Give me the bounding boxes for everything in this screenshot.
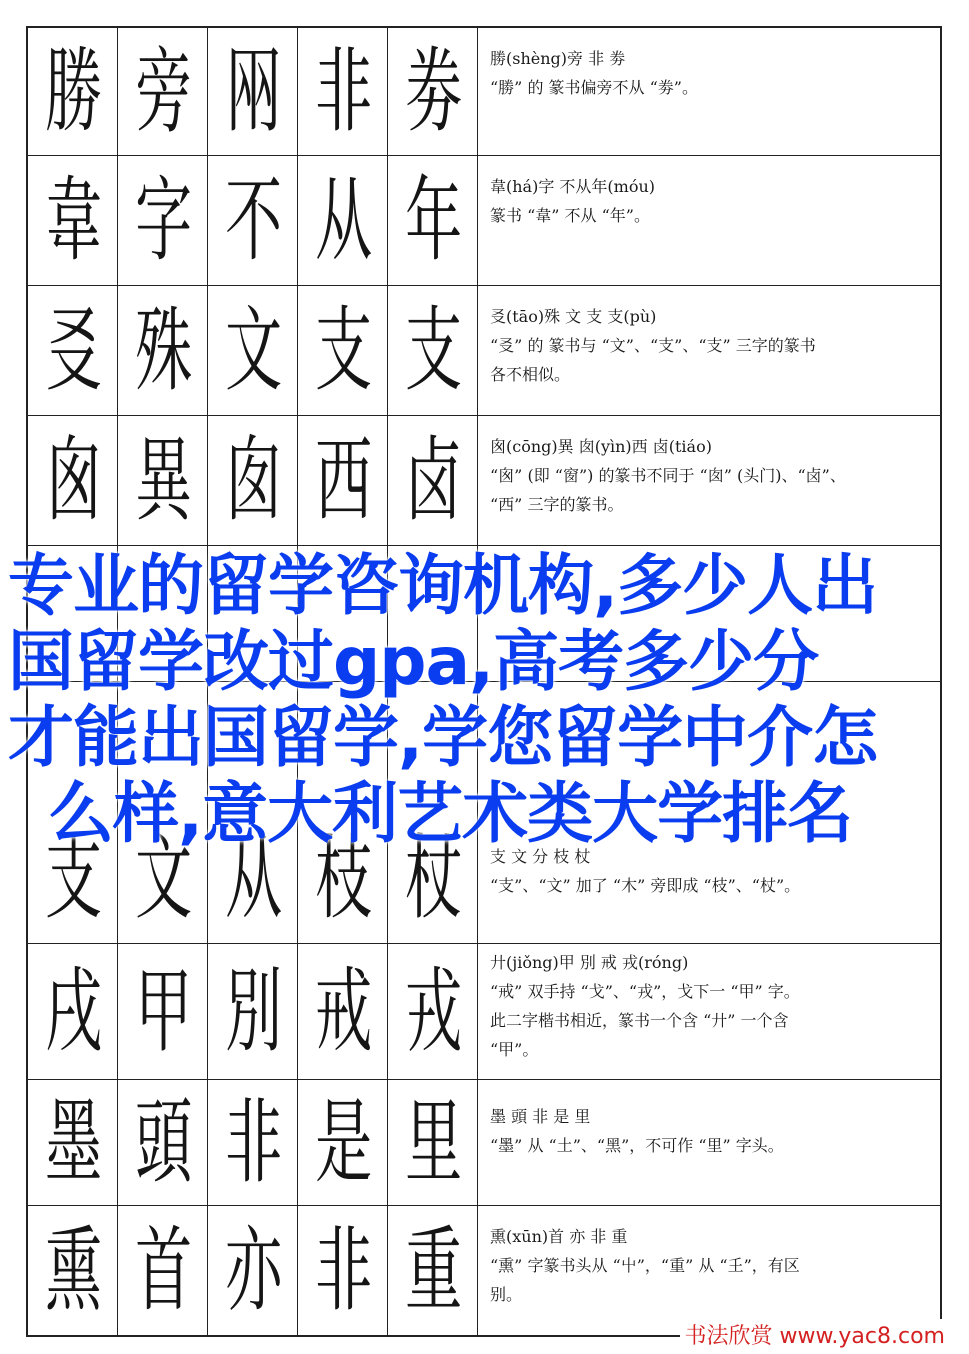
table-row <box>28 944 940 1080</box>
glyph-cell: 㕛 <box>28 286 118 415</box>
row-note: 熏(xūn)首 亦 非 重 “熏” 字篆书头从 “屮”，“重” 从 “𡈼”，有区 别。 <box>490 1227 800 1304</box>
glyph-cell: 囪 <box>28 416 118 545</box>
row-note: 墨 頭 非 是 里 “墨” 从 “土”、“黑”，不可作 “里” 字头。 <box>490 1107 784 1155</box>
headline-line: 么样,意大利艺术类大学排名 <box>48 775 853 852</box>
glyph-cell: 支 <box>298 286 388 415</box>
glyph-cell: 是 <box>298 1080 388 1205</box>
glyph-cell: 㒳 <box>208 28 298 155</box>
table-row <box>28 28 940 156</box>
glyph-cell: 囱 <box>208 416 298 545</box>
headline-line: 才能出国留学,学您留学中介怎 <box>8 699 878 776</box>
glyph-cell: 非 <box>298 28 388 155</box>
glyph-cell: 卤 <box>388 416 478 545</box>
glyph-cell: 別 <box>208 944 298 1079</box>
row-note: 支 文 分 枝 杖 “支”、“文” 加了 “木” 旁即成 “枝”、“杖”。 <box>490 847 801 895</box>
glyph-cell: 劵 <box>388 28 478 155</box>
glyph-cell: 支 <box>388 286 478 415</box>
glyph-cell: 戒 <box>298 944 388 1079</box>
glyph-cell: 字 <box>118 156 208 285</box>
glyph-cell: 頭 <box>118 1080 208 1205</box>
row-note: 勝(shèng)旁 非 劵 “勝” 的 篆书偏旁不从 “劵”。 <box>490 49 698 97</box>
glyph-cell: 甲 <box>118 944 208 1079</box>
table-row <box>28 416 940 546</box>
glyph-cell: 墨 <box>28 1080 118 1205</box>
table-row <box>28 286 940 416</box>
glyph-cell: 韋 <box>28 156 118 285</box>
headline-line: 专业的留学咨询机构,多少人出 <box>8 547 878 624</box>
table-row <box>28 156 940 286</box>
glyph-cell: 不 <box>208 156 298 285</box>
glyph-cell: 支 <box>28 682 118 943</box>
glyph-cell: 重 <box>388 1206 478 1335</box>
glyph-cell: 殊 <box>118 286 208 415</box>
glyph-cell: 枝 <box>298 682 388 943</box>
row-note: 韋(há)字 不从年(móu) 篆书 “韋” 不从 “年”。 <box>490 177 656 225</box>
glyph-cell: 从 <box>298 156 388 285</box>
glyph-cell: 旁 <box>118 28 208 155</box>
glyph-cell: 杖 <box>388 682 478 943</box>
glyph-cell: 非 <box>298 1206 388 1335</box>
row-note: 㕛(tāo)殊 文 支 支(pù) “㕛” 的 篆书与 “文”、“支”、“支” 三字的篆书 各不相似。 <box>490 307 816 384</box>
row-note: 囪(cōng)異 囱(yìn)西 卤(tiáo) “囪” (即 “窗”) 的篆书不同于 “囱” (头门)、“卤”、 “西” 三字的篆书。 <box>490 437 846 514</box>
glyph-cell: 戌 <box>28 944 118 1079</box>
glyph-cell: 从 <box>208 682 298 943</box>
site-watermark: 书法欣赏 www.yac8.com <box>680 1319 949 1350</box>
glyph-cell: 異 <box>118 416 208 545</box>
table-row <box>28 1206 940 1335</box>
glyph-cell: 里 <box>388 1080 478 1205</box>
glyph-cell: 文 <box>208 286 298 415</box>
headline-line: 国留学改过gpa,高考多少分 <box>8 623 819 700</box>
glyph-cell: 熏 <box>28 1206 118 1335</box>
glyph-cell: 文 <box>118 682 208 943</box>
headline-overlay <box>8 548 958 852</box>
glyph-cell: 亦 <box>208 1206 298 1335</box>
table-row <box>28 1080 940 1206</box>
glyph-cell: 年 <box>388 156 478 285</box>
row-note: 廾(jiǒng)甲 別 戒 戎(róng) “戒” 双手持 “戈”、“戎”，戈下一 “甲” 字。 此二字楷书相近，篆书一个含 “廾” 一个含 “甲”。 <box>490 953 800 1059</box>
glyph-cell: 西 <box>298 416 388 545</box>
glyph-cell: 勝 <box>28 28 118 155</box>
glyph-cell: 首 <box>118 1206 208 1335</box>
glyph-cell: 非 <box>208 1080 298 1205</box>
glyph-cell: 戎 <box>388 944 478 1079</box>
